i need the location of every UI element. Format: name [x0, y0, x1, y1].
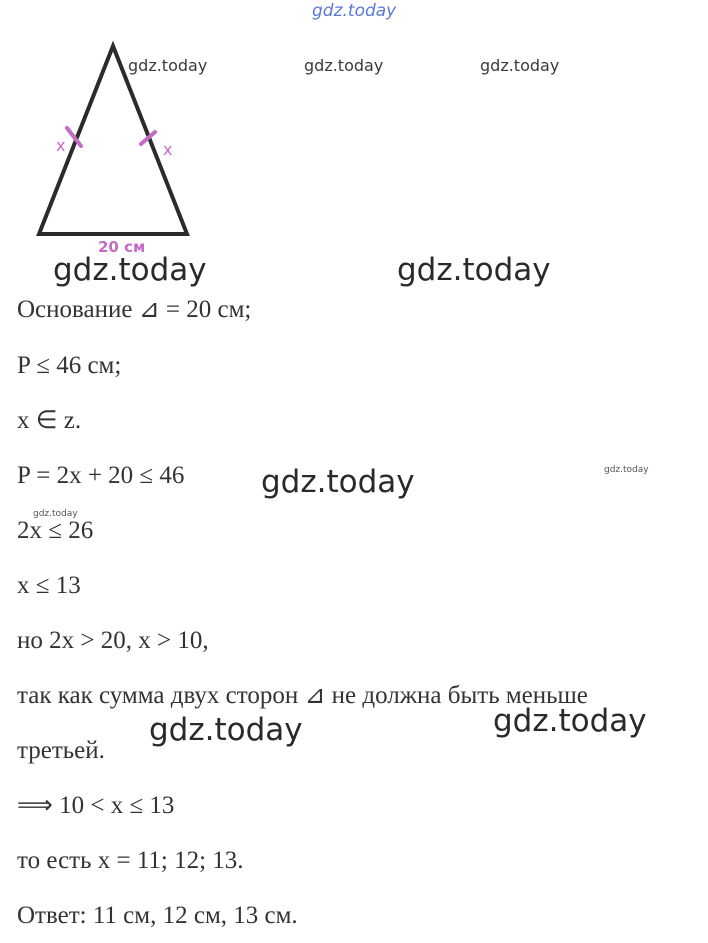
watermark-large-4: gdz.today [493, 703, 647, 739]
solution-line-2: P ≤ 46 см; [17, 352, 122, 379]
watermark-large-5: gdz.today [149, 712, 303, 748]
watermark-small-1: gdz.today [128, 56, 208, 75]
solution-line-4: P = 2x + 20 ≤ 46 [17, 462, 185, 489]
watermark-small-2: gdz.today [304, 56, 384, 75]
solution-line-11: то есть x = 11; 12; 13. [17, 847, 244, 874]
solution-line-6: x ≤ 13 [17, 572, 81, 599]
solution-line-8: так как сумма двух сторон ⊿ не должна быть меньше [17, 682, 588, 709]
side-label-left: x [56, 136, 66, 155]
watermark-large-1: gdz.today [53, 252, 207, 288]
solution-line-12: Ответ: 11 см, 12 см, 13 см. [17, 902, 298, 929]
side-label-right: x [163, 140, 173, 159]
solution-line-3: x ∈ z. [17, 407, 82, 434]
solution-line-1: Основание ⊿ = 20 см; [17, 296, 252, 323]
solution-line-10: ⟹ 10 < x ≤ 13 [17, 792, 175, 819]
solution-line-5: 2x ≤ 26 [17, 517, 94, 544]
watermark-top: gdz.today [312, 1, 397, 21]
watermark-small-3: gdz.today [480, 56, 560, 75]
solution-line-9: третьей. [17, 737, 105, 764]
solution-line-7: но 2x > 20, x > 10, [17, 627, 209, 654]
watermark-tiny-1: gdz.today [604, 465, 649, 475]
base-label: 20 см [98, 238, 146, 256]
watermark-large-3: gdz.today [261, 464, 415, 500]
isosceles-triangle-figure [30, 40, 200, 260]
watermark-large-2: gdz.today [397, 252, 551, 288]
watermark-tiny-2: gdz.today [33, 509, 78, 519]
